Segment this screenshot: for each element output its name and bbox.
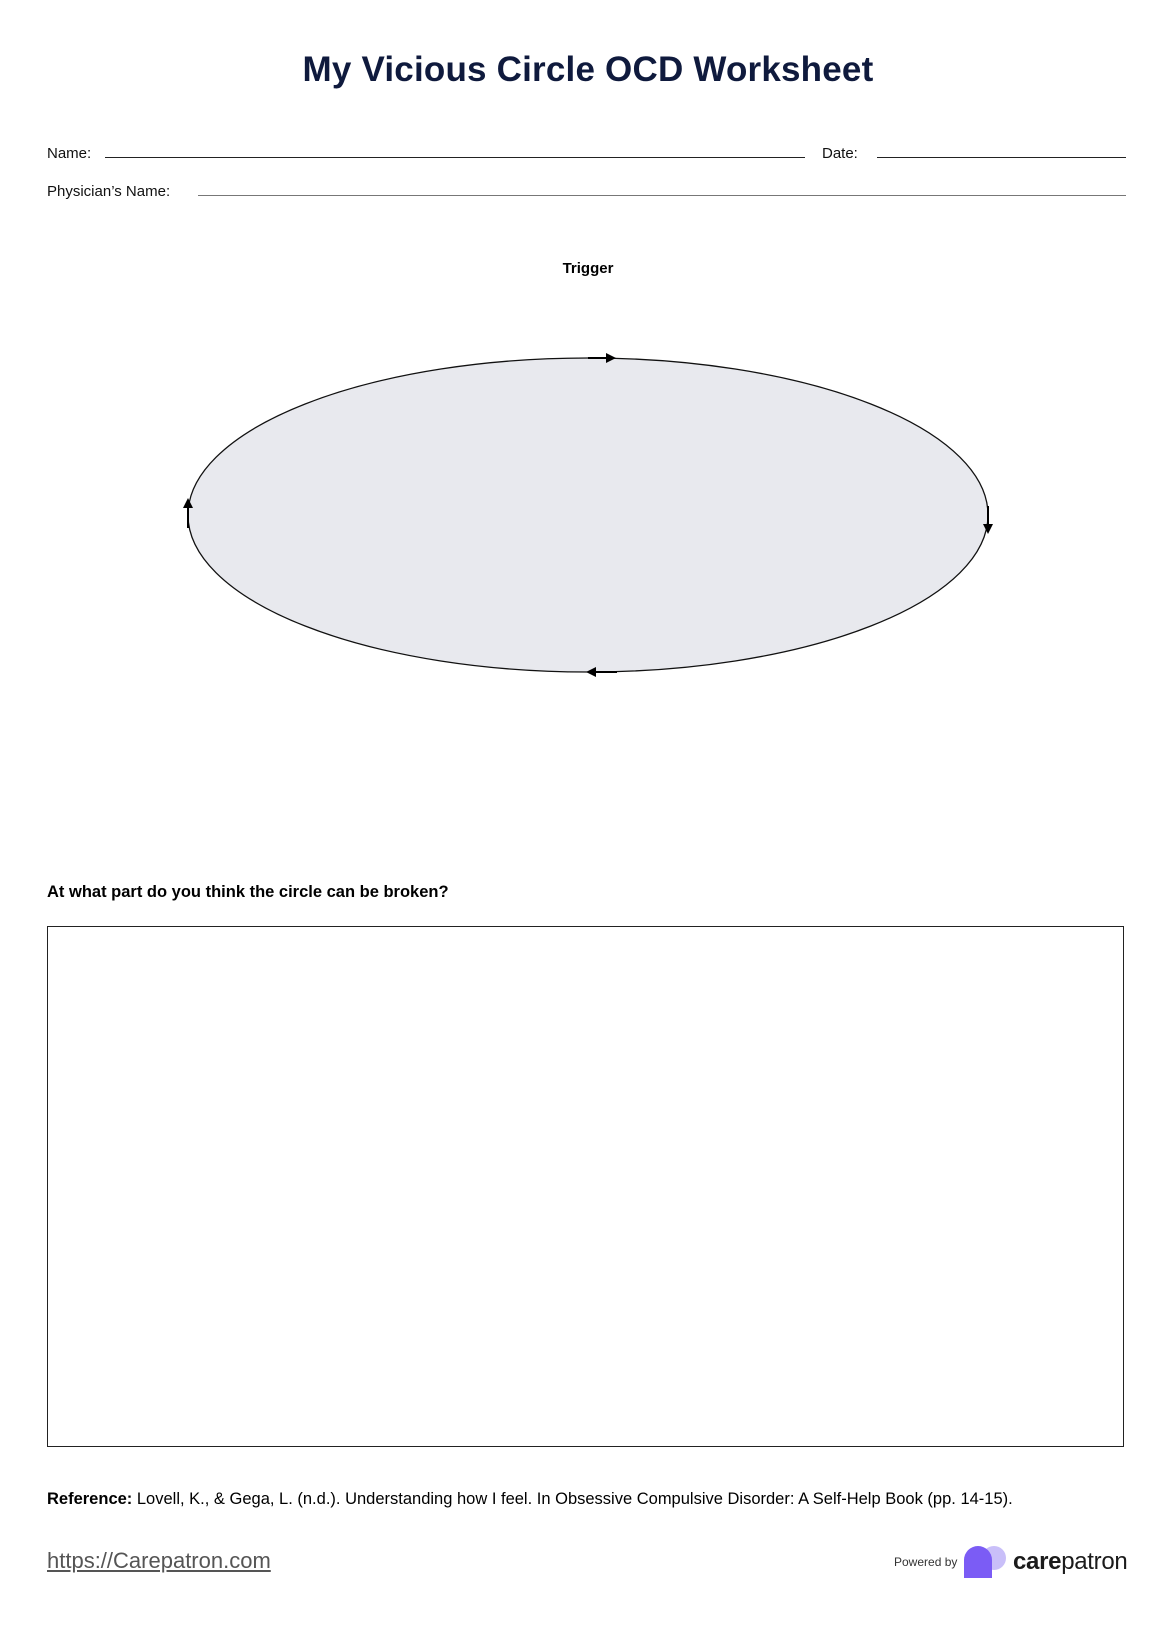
powered-by-label: Powered by: [894, 1555, 958, 1569]
carepatron-logo-icon: [962, 1545, 1010, 1579]
reference-citation: Lovell, K., & Gega, L. (n.d.). Understanding how I feel. In Obsessive Compulsive Disorder: A Self-Help Book (pp. 14-15).: [132, 1490, 1013, 1508]
date-field-line[interactable]: [877, 157, 1126, 158]
brand-regular: patron: [1061, 1548, 1128, 1575]
answer-textbox[interactable]: [47, 926, 1124, 1447]
name-field-line[interactable]: [105, 157, 805, 158]
physician-name-field-line[interactable]: [198, 195, 1126, 196]
name-label: Name:: [47, 145, 92, 162]
date-label: Date:: [822, 145, 858, 162]
question-heading: At what part do you think the circle can be broken?: [47, 883, 449, 901]
reference-label: Reference:: [47, 1490, 133, 1508]
physician-name-label: Physician’s Name:: [47, 183, 171, 200]
carepatron-wordmark: [1013, 1548, 1127, 1576]
vicious-circle-diagram: [0, 330, 1176, 700]
reference-text: [47, 1490, 1013, 1509]
cycle-ellipse: [188, 358, 988, 672]
carepatron-link[interactable]: https://Carepatron.com: [47, 1548, 271, 1573]
trigger-label: Trigger: [562, 260, 614, 277]
brand-bold: care: [1013, 1548, 1062, 1575]
page-title: My Vicious Circle OCD Worksheet: [302, 50, 874, 89]
